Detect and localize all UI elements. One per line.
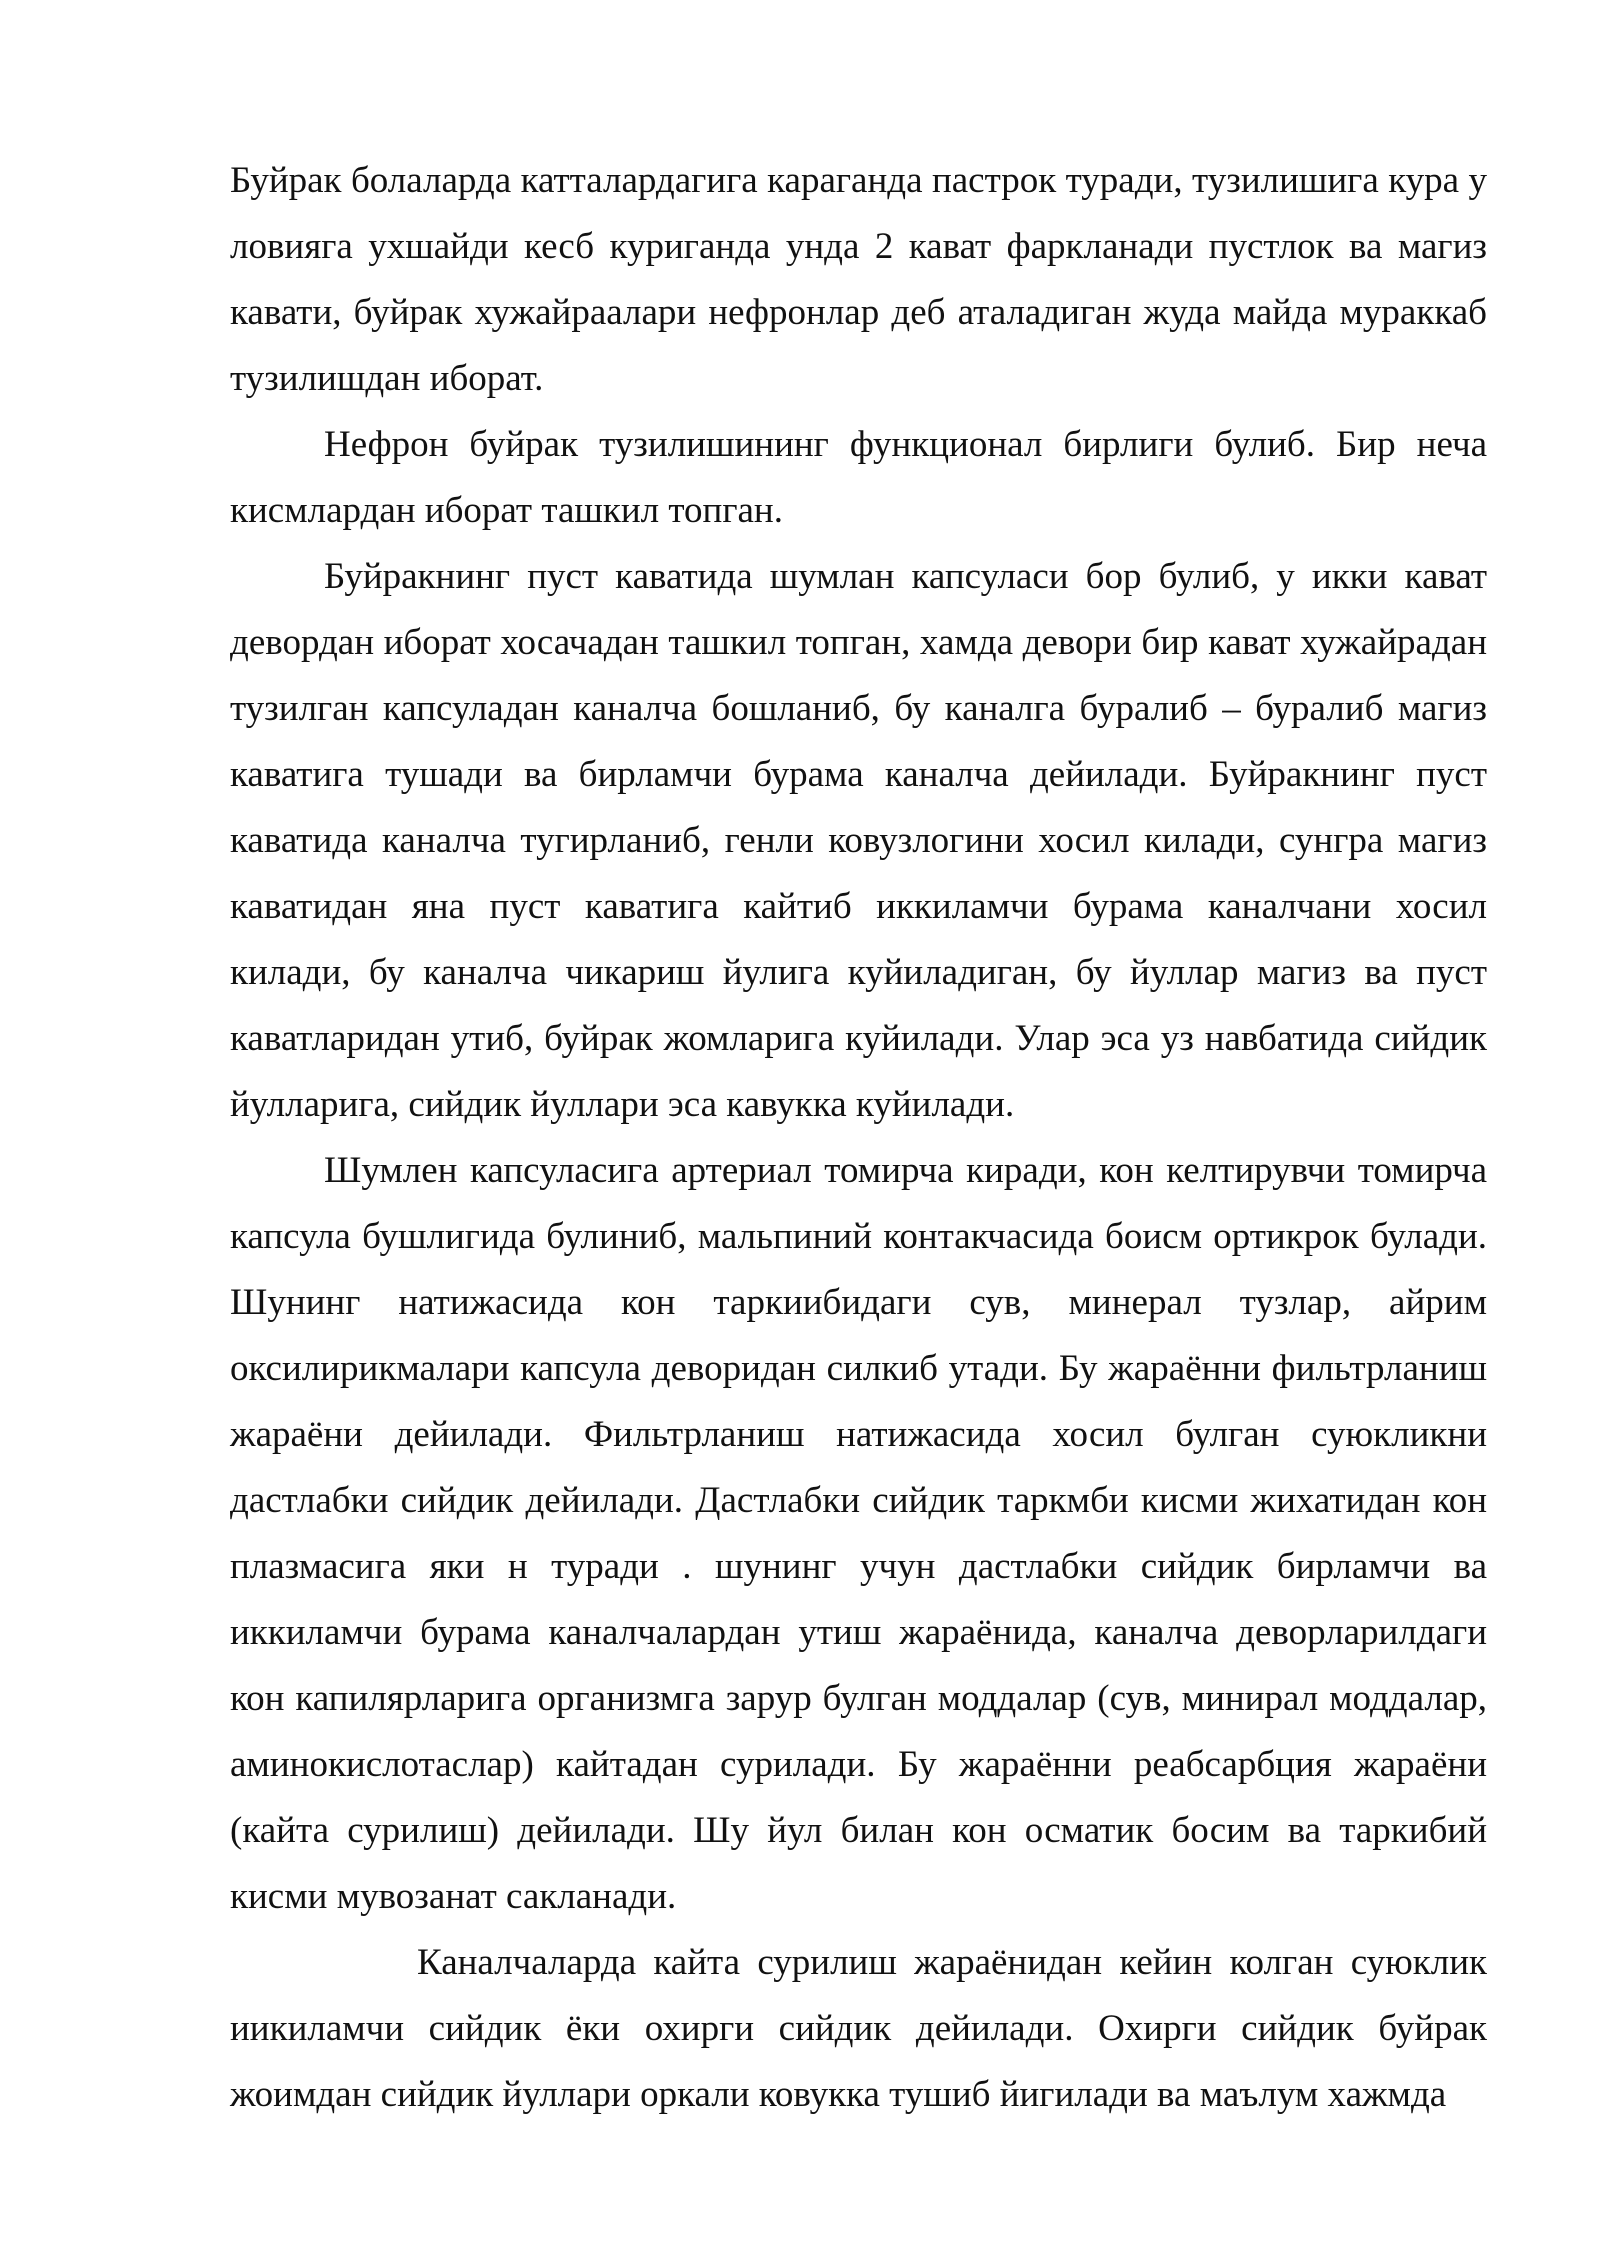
paragraph-filtration: Шумлен капсуласига артериал томирча киради, кон келтирувчи томирча капсула бушлигида булиниб, мальпиний контакчасида боисм ортикрок булади. Шунинг натижасида кон таркиибидаги сув, минерал тузлар, айрим оксилирикмалари капсула деворидан силкиб утади. Бу жараённи фильтрланиш жараёни дейилади. Фильтрланиш натижасида хосил булган суюкликни дастлабки сийдик дейилади. Дастлабки сийдик таркмби кисми жихатидан кон плазмасига яки н туради . шунинг учун дастлабки сийдик бирламчи ва иккиламчи бурама каналчалардан утиш жараёнида, каналча деворларилдаги кон капилярларига организмга зарур булган моддалар (сув, минирал моддалар, аминокислотаслар) кайтадан сурилади. Бу жараённи реабсарбция жараёни (кайта сурилиш) дейилади. Шу йул билан кон осматик босим ва таркибий кисми мувозанат сакланади.: [230, 1150, 1487, 1917]
document-page: [230, 148, 1487, 2128]
paragraph-nephron: Нефрон буйрак тузилишининг функционал бирлиги булиб. Бир неча кисмлардан иборат ташкил топган.: [230, 424, 1487, 531]
paragraph-final-urine: Каналчаларда кайта сурилиш жараёнидан кейин колган суюклик иикиламчи сийдик ёки охирги сийдик дейилади. Охирги сийдик буйрак жоимдан сийдик йуллари оркали ковукка тушиб йигилади ва маълум хажмда: [230, 1942, 1487, 2115]
paragraph-kidney-structure: Буйрак болаларда катталардагига караганда пастрок туради, тузилишига кура у ловияга ухшайди кесб куриганда унда 2 кават фаркланади пустлок ва магиз кавати, буйрак хужайраалари нефронлар деб аталадиган жуда майда мураккаб тузилишдан иборат.: [230, 160, 1487, 399]
paragraph-cortex-tubules: Буйракнинг пуст каватида шумлан капсуласи бор булиб, у икки кават девордан иборат хосачадан ташкил топган, хамда девори бир кават хужайрадан тузилган капсуладан каналча бошланиб, бу каналга буралиб – буралиб магиз каватига тушади ва бирламчи бурама каналча дейилади. Буйракнинг пуст каватида каналча тугирланиб, генли ковузлогини хосил килади, сунгра магиз каватидан яна пуст каватига кайтиб иккиламчи бурама каналчани хосил килади, бу каналча чикариш йулига куйиладиган, бу йуллар магиз ва пуст каватларидан утиб, буйрак жомларига куйилади. Улар эса уз навбатида сийдик йулларига, сийдик йуллари эса кавукка куйилади.: [230, 556, 1487, 1125]
